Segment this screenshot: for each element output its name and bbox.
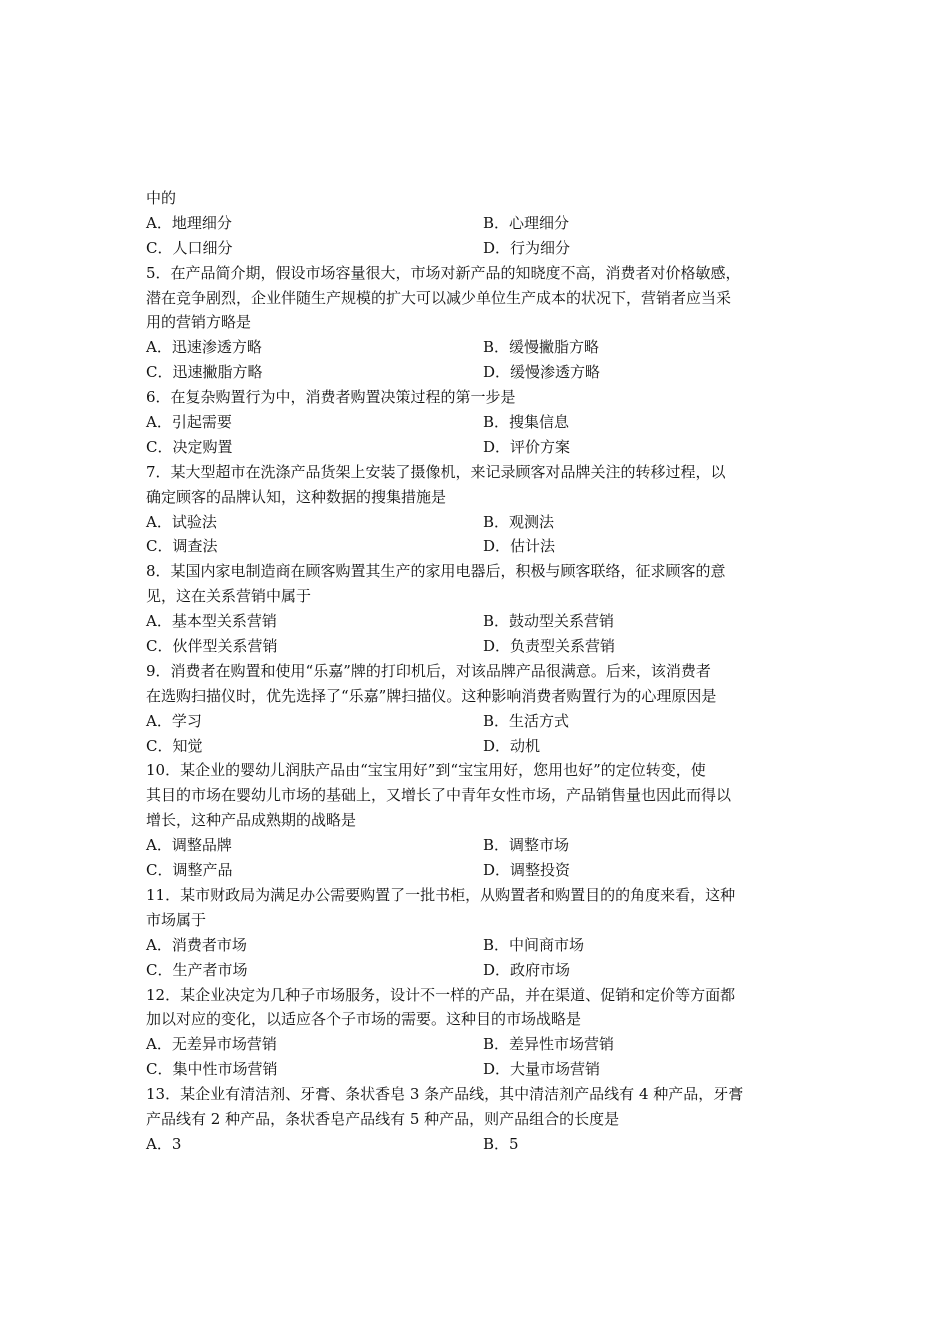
option-row (146, 1057, 816, 1082)
option-a: A．消费者市场 (146, 935, 247, 954)
option-c: C．调查法 (146, 537, 218, 556)
option-a: A．迅速渗透方略 (146, 338, 262, 357)
option-b: B．调整市场 (483, 836, 570, 855)
question-stem-line: 确定顾客的品牌认知，这种数据的搜集措施是 (146, 487, 447, 506)
option-row (146, 933, 816, 958)
question-stem-line: 市场属于 (146, 910, 207, 929)
question-stem-first-line: 6．在复杂购置行为中，消费者购置决策过程的第一步是 (146, 388, 516, 407)
question-stem-first-line: 8．某国内家电制造商在顾客购置其生产的家用电器后，积极与顾客联络，征求顾客的意 (146, 562, 726, 581)
question-list (146, 186, 816, 1157)
question-stem-first-line: 10．某企业的婴幼儿润肤产品由“宝宝用好”到“宝宝用好，您用也好”的定位转变，使 (146, 761, 706, 780)
option-d: D．评价方案 (483, 437, 571, 456)
question-stem-first-line: 13．某企业有清洁剂、牙膏、条状香皂 3 条产品线，其中清洁剂产品线有 4 种产品，牙膏 (146, 1085, 744, 1104)
option-row (146, 236, 816, 261)
question-item (146, 460, 816, 560)
option-row (146, 1032, 816, 1057)
option-a: A．学习 (146, 711, 202, 730)
option-d: D．缓慢渗透方略 (483, 363, 601, 382)
option-b: B．中间商市场 (483, 935, 585, 954)
question-item (146, 385, 816, 460)
option-c: C．生产者市场 (146, 960, 248, 979)
option-d: D．负责型关系营销 (483, 637, 616, 656)
question-item (146, 758, 816, 882)
option-row (146, 435, 816, 460)
question-stem-line: 其目的市场在婴幼儿市场的基础上，又增长了中青年女性市场，产品销售量也因此而得以 (146, 786, 732, 805)
option-b: B．搜集信息 (483, 413, 570, 432)
option-b: B．鼓动型关系营销 (483, 612, 615, 631)
option-a: A．地理细分 (146, 213, 232, 232)
question-item (146, 1082, 816, 1157)
option-b: B．观测法 (483, 512, 555, 531)
question-stem-first-line: 9．消费者在购置和使用“乐嘉”牌的打印机后，对该品牌产品很满意。后来，该消费者 (146, 661, 711, 680)
option-b: B．缓慢撇脂方略 (483, 338, 600, 357)
option-d: D．行为细分 (483, 238, 571, 257)
question-item (146, 983, 816, 1083)
option-a: A．调整品牌 (146, 836, 232, 855)
option-c: C．决定购置 (146, 437, 233, 456)
question-stem-line: 用的营销方略是 (146, 313, 252, 332)
option-d: D．大量市场营销 (483, 1060, 601, 1079)
option-row (146, 410, 816, 435)
questions-container (146, 261, 816, 1157)
option-c: C．调整产品 (146, 861, 233, 880)
question-item (146, 659, 816, 759)
question-stem-line: 在选购扫描仪时，优先选择了“乐嘉”牌扫描仪。这种影响消费者购置行为的心理原因是 (146, 686, 717, 705)
option-row (146, 709, 816, 734)
option-row (146, 510, 816, 535)
option-row (146, 833, 816, 858)
option-c: C．伙伴型关系营销 (146, 637, 278, 656)
option-a: A．基本型关系营销 (146, 612, 277, 631)
option-d: D．动机 (483, 736, 541, 755)
question-stem-first-line: 11．某市财政局为满足办公需要购置了一批书柜，从购置者和购置目的的角度来看，这种 (146, 885, 736, 904)
option-row (146, 360, 816, 385)
carryover-line: 中的 (146, 189, 177, 207)
question-stem-line: 加以对应的变化，以适应各个子市场的需要。这种目的市场战略是 (146, 1010, 582, 1029)
option-c: C．人口细分 (146, 238, 233, 257)
question-stem-first-line: 7．某大型超市在洗涤产品货架上安装了摄像机，来记录顾客对品牌关注的转移过程，以 (146, 462, 726, 481)
option-b: B．生活方式 (483, 711, 570, 730)
option-d: D．调整投资 (483, 861, 571, 880)
option-b: B．5 (483, 1134, 519, 1153)
option-row (146, 335, 816, 360)
option-a: A．引起需要 (146, 413, 232, 432)
option-a: A．3 (146, 1134, 182, 1153)
option-row (146, 609, 816, 634)
option-c: C．知觉 (146, 736, 203, 755)
option-d: D．政府市场 (483, 960, 571, 979)
option-row (146, 734, 816, 759)
question-item (146, 559, 816, 659)
question-stem-first-line: 12．某企业决定为几种子市场服务，设计不一样的产品，并在渠道、促销和定价等方面都 (146, 985, 736, 1004)
option-c: C．集中性市场营销 (146, 1060, 278, 1079)
option-row (146, 958, 816, 983)
question-stem-line: 产品线有 2 种产品，条状香皂产品线有 5 种产品，则产品组合的长度是 (146, 1109, 620, 1128)
option-d: D．估计法 (483, 537, 556, 556)
option-row (146, 534, 816, 559)
option-row (146, 858, 816, 883)
option-c: C．迅速撇脂方略 (146, 363, 263, 382)
option-a: A．无差异市场营销 (146, 1035, 277, 1054)
option-a: A．试验法 (146, 512, 217, 531)
question-stem-line: 增长，这种产品成熟期的战略是 (146, 811, 357, 830)
question-stem-line: 见，这在关系营销中属于 (146, 587, 312, 606)
option-b: B．差异性市场营销 (483, 1035, 615, 1054)
question-item (146, 883, 816, 983)
option-row (146, 211, 816, 236)
option-row (146, 1132, 816, 1157)
option-row (146, 634, 816, 659)
question-item (146, 261, 816, 385)
option-b: B．心理细分 (483, 213, 570, 232)
question-stem-first-line: 5．在产品简介期，假设市场容量很大，市场对新产品的知晓度不高，消费者对价格敏感， (146, 263, 741, 282)
question-stem-line: 潜在竞争剧烈，企业伴随生产规模的扩大可以减少单位生产成本的状况下，营销者应当采 (146, 288, 732, 307)
